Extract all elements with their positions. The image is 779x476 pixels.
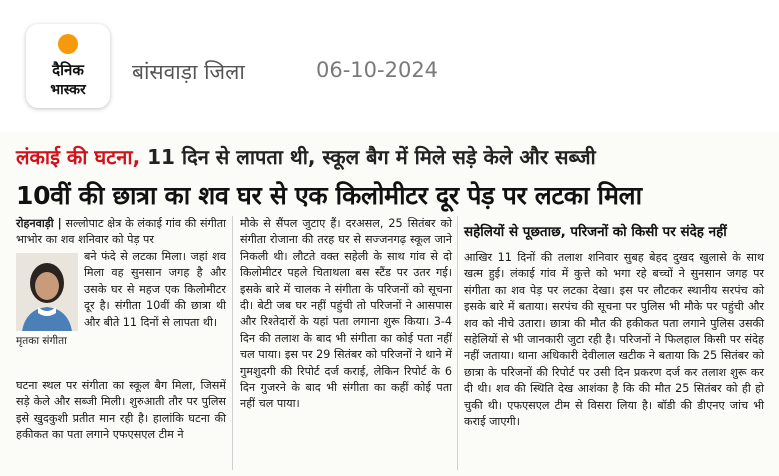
column-2: मौके से सैंपल जुटाए हैं। दरअसल, 25 सितंबर को संगीता रोजाना की तरह घर से सज्जनगढ़ स्कूल जाने निकली थी। लौटते वक्त सहेली के साथ गांव से दो किलोमीटर पहले चिताथला बस स्टैंड पर उतर गई। इसके बारे में चालक ने संगीता के परिजनों को सूचना दी। बेटी जब घर नहीं पहुंची तो परिजनों ने आसपास और रिश्तेदारों के यहां पता लगाना शुरू किया। 3-4 दिन की तलाश के बाद भी संगीता का कोई पता नहीं चल पाया। इस पर 29 सितंबर को परिजनों ने थाने में गुमशुदगी की रिपोर्ट दर्ज कराई, लेकिन रिपोर्ट के 6 दिन गुजरने के बाद भी संगीता का कहीं कोई पता नहीं चल पाया। <box>240 217 452 411</box>
article-subhead: सहेलियों से पूछताछ, परिजनों को किसी पर संदेह नहीं <box>464 224 727 240</box>
dateline: रोहनवाड़ी | <box>16 217 62 230</box>
photo-caption: मृतका संगीता <box>16 335 67 347</box>
logo-line-1: दैनिक <box>52 61 84 79</box>
kicker-text: 11 दिन से लापता थी, स्कूल बैग में मिले सड़े केले और सब्जी <box>147 145 596 169</box>
column-1-bottom: घटना स्थल पर संगीता का स्कूल बैग मिला, जिसमें सड़े केले और सब्जी मिली। शुरुआती तौर पर पुलिस इसे खुदकुशी प्रतीत मान रही है। हालांकि घटना की हकीकत का पता लगाने एफएसएल टीम ने <box>16 379 226 442</box>
district-title: बांसवाड़ा जिला <box>132 60 245 84</box>
column-1-top <box>16 216 226 249</box>
victim-photo <box>16 253 78 331</box>
column-1-top-text: सल्लोपाट क्षेत्र के लंकाई गांव की संगीता भाभोर का शव शनिवार को पेड़ पर <box>16 217 227 247</box>
article-kicker <box>16 143 596 170</box>
logo-line-2: भास्कर <box>50 82 86 98</box>
dainik-bhaskar-logo[interactable] <box>26 24 110 108</box>
person-photo-icon <box>16 253 78 331</box>
column-divider <box>457 216 458 470</box>
sun-icon <box>58 34 78 54</box>
kicker-highlight: लंकाई की घटना, <box>16 145 141 169</box>
column-1-side: बने फंदे से लटका मिला। जहां शव मिला वह सुनसान जगह है और उसके घर से महज एक किलोमीटर दूर है। संगीता 10वीं की छात्रा थी और बीते 11 दिनों से लापता थी। <box>84 250 226 329</box>
column-3: आखिर 11 दिनों की तलाश शनिवार सुबह बेहद दुखद खुलासे के साथ खत्म हुई। लंकाई गांव में कुत्ते को भगा रहे बच्चों ने सुनसान जगह पर संगीता का शव पेड़ पर लटका देखा। इस पर लौटकर स्थानीय सरपंच को इसके बारे में बताया। सरपंच की सूचना पर पुलिस भी मौके पर पहुंची और शव को नीचे उतारा। छात्रा की मौत की हकीकत पता लगाने पुलिस उसकी सहेलियों से भी जानकारी जुटा रही है। परिजनों ने फिलहाल किसी पर संदेह नहीं जताया। थाना अधिकारी देवीलाल खटीक ने बताया कि 25 सितंबर को छात्रा के परिजनों की रिपोर्ट पर उसी दिन प्रकरण दर्ज कर तलाश शुरू कर दी थी। शव की स्थिति देख आशंका है कि की मौत 25 सितंबर को ही हो चुकी थी। एफएसएल टीम से विसरा लिया है। बॉडी की डीएनए जांच भी कराई जाएगी। <box>464 251 764 429</box>
column-divider <box>232 216 233 470</box>
edition-date: 06-10-2024 <box>316 58 439 82</box>
article-headline: 10वीं की छात्रा का शव घर से एक किलोमीटर दूर पेड़ पर लटका मिला <box>16 181 642 210</box>
top-bar <box>0 0 779 110</box>
